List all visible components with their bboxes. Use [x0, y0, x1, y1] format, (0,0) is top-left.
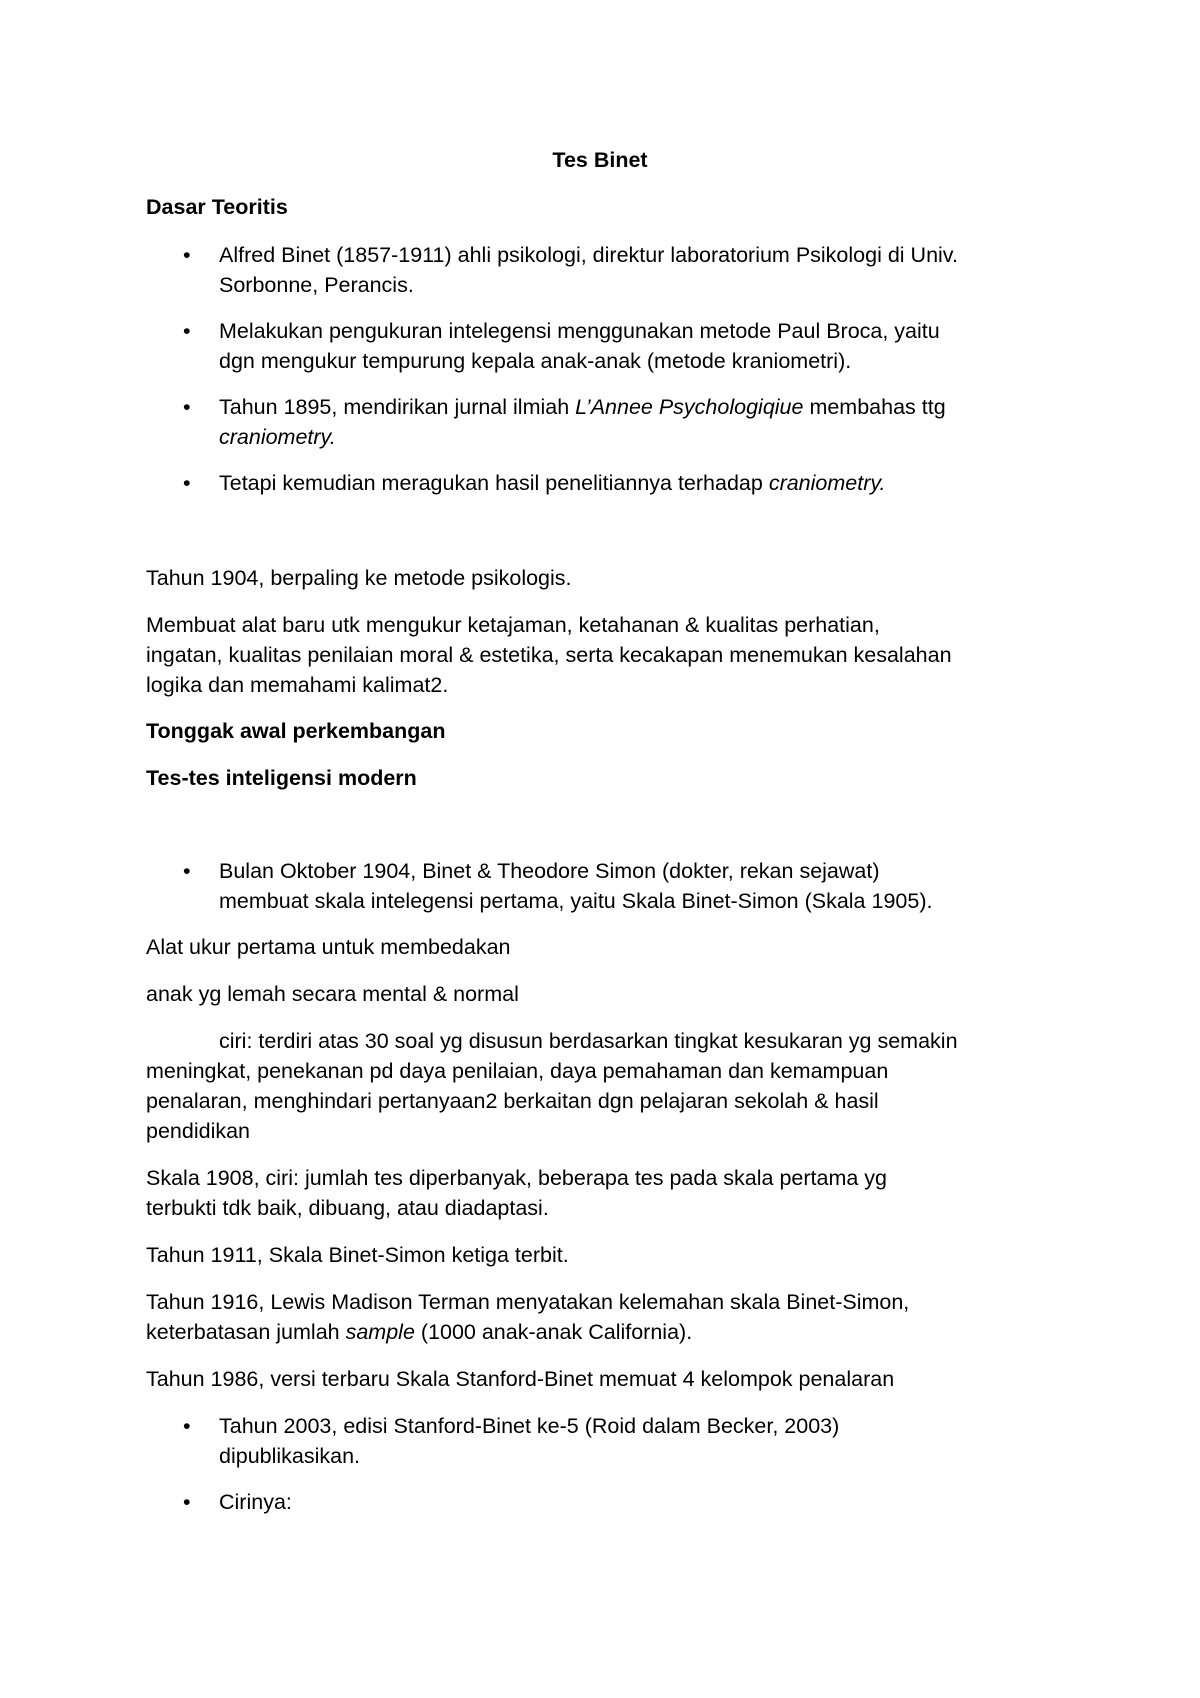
section-heading: Tes-tes inteligensi modern — [146, 766, 417, 790]
paragraph: meningkat, penekanan pd daya penilaian, daya pemahaman dan kemampuan — [146, 1059, 889, 1083]
paragraph: anak yg lemah secara mental & normal — [146, 982, 519, 1006]
bullet-icon: • — [183, 319, 191, 343]
list-item: Bulan Oktober 1904, Binet & Theodore Simon (dokter, rekan sejawat) — [219, 859, 880, 883]
list-item: dipublikasikan. — [219, 1444, 361, 1468]
paragraph: Tahun 1904, berpaling ke metode psikologis. — [146, 566, 572, 590]
list-item: Alfred Binet (1857-1911) ahli psikologi, direktur laboratorium Psikologi di Univ. — [219, 243, 958, 267]
list-item: Tahun 2003, edisi Stanford-Binet ke-5 (Roid dalam Becker, 2003) — [219, 1414, 840, 1438]
list-item: Melakukan pengukuran intelegensi menggunakan metode Paul Broca, yaitu — [219, 319, 940, 343]
paragraph: logika dan memahami kalimat2. — [146, 673, 449, 697]
list-item: Sorbonne, Perancis. — [219, 273, 414, 297]
paragraph: pendidikan — [146, 1119, 251, 1143]
paragraph: ingatan, kualitas penilaian moral & estetika, serta kecakapan menemukan kesalahan — [146, 643, 952, 667]
paragraph: ciri: terdiri atas 30 soal yg disusun berdasarkan tingkat kesukaran yg semakin — [219, 1029, 958, 1053]
list-item: Tahun 1895, mendirikan jurnal ilmiah L’Annee Psychologiqiue membahas ttg — [219, 395, 946, 419]
bullet-icon: • — [183, 243, 191, 267]
list-item: Tetapi kemudian meragukan hasil penelitiannya terhadap craniometry. — [219, 471, 886, 495]
bullet-icon: • — [183, 395, 191, 419]
paragraph: terbukti tdk baik, dibuang, atau diadaptasi. — [146, 1196, 549, 1220]
list-item: craniometry. — [219, 425, 336, 449]
page-title: Tes Binet — [552, 148, 648, 172]
paragraph: Tahun 1911, Skala Binet-Simon ketiga terbit. — [146, 1243, 569, 1267]
paragraph: Skala 1908, ciri: jumlah tes diperbanyak, beberapa tes pada skala pertama yg — [146, 1166, 887, 1190]
bullet-icon: • — [183, 471, 191, 495]
list-item: dgn mengukur tempurung kepala anak-anak (metode kraniometri). — [219, 349, 852, 373]
section-heading: Dasar Teoritis — [146, 195, 288, 219]
list-item: Cirinya: — [219, 1490, 292, 1514]
bullet-icon: • — [183, 859, 191, 883]
bullet-icon: • — [183, 1414, 191, 1438]
paragraph: Alat ukur pertama untuk membedakan — [146, 935, 511, 959]
paragraph: keterbatasan jumlah sample (1000 anak-anak California). — [146, 1320, 693, 1344]
section-heading: Tonggak awal perkembangan — [146, 719, 446, 743]
list-item: membuat skala intelegensi pertama, yaitu Skala Binet-Simon (Skala 1905). — [219, 889, 933, 913]
paragraph: Membuat alat baru utk mengukur ketajaman, ketahanan & kualitas perhatian, — [146, 613, 880, 637]
paragraph: penalaran, menghindari pertanyaan2 berkaitan dgn pelajaran sekolah & hasil — [146, 1089, 879, 1113]
paragraph: Tahun 1986, versi terbaru Skala Stanford-Binet memuat 4 kelompok penalaran — [146, 1367, 895, 1391]
bullet-icon: • — [183, 1490, 191, 1514]
paragraph: Tahun 1916, Lewis Madison Terman menyatakan kelemahan skala Binet-Simon, — [146, 1290, 910, 1314]
